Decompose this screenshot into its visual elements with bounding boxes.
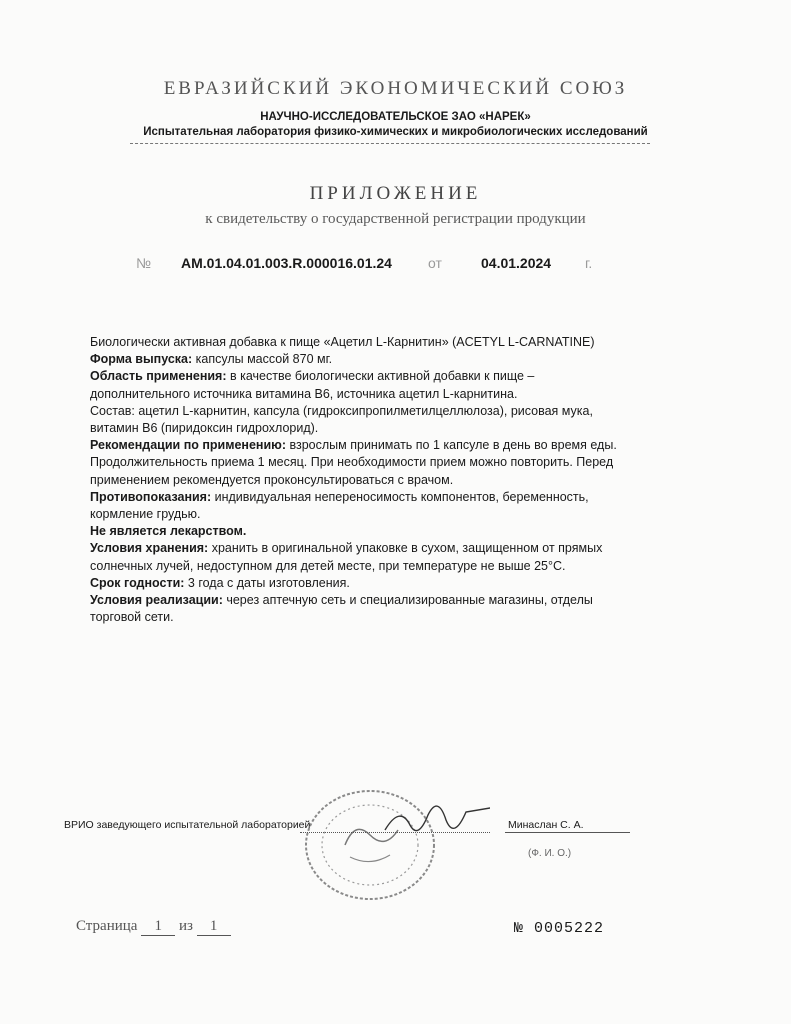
contraindications (90, 489, 620, 523)
header-divider (130, 143, 650, 144)
signatory-title: ВРИО заведующего испытательной лабораторией (64, 819, 311, 831)
storage-conditions-value: хранить в оригинальной упаковке в сухом, защищенном от прямых солнечных лучей, недоступном для детей месте, при температуре не выше 25°С. (90, 541, 603, 573)
document-title: ПРИЛОЖЕНИЕ (309, 183, 482, 204)
from-label: от (428, 255, 442, 271)
serial-sign: № (514, 920, 525, 937)
application-scope (90, 368, 620, 402)
form-serial-number (514, 920, 604, 937)
usage-recommendations-value: взрослым принимать по 1 капсуле в день во время еды. Продолжительность приема 1 месяц. При необходимости прием можно повторить. Перед применением рекомендуется проконсультироваться с врачом. (90, 438, 617, 487)
union-heading: ЕВРАЗИЙСКИЙ ЭКОНОМИЧЕСКИЙ СОЮЗ (163, 78, 628, 99)
laboratory-name: Испытательная лаборатория физико-химических и микробиологических исследований (143, 126, 648, 138)
application-scope-label: Область применения: (90, 369, 227, 384)
registration-number: AM.01.04.01.003.R.000016.01.24 (181, 255, 392, 271)
page-of-label: из (178, 918, 193, 934)
product-name: Биологически активная добавка к пище «Ацетил L-Карнитин» (ACETYL L-CARNATINE) (90, 335, 595, 349)
storage-conditions-label: Условия хранения: (90, 541, 209, 556)
page-number: 1 (141, 918, 175, 936)
handwritten-signature (380, 800, 490, 840)
name-underline (505, 832, 630, 833)
fio-caption: (Ф. И. О.) (528, 848, 572, 859)
organization-name: НАУЧНО-ИССЛЕДОВАТЕЛЬСКОЕ ЗАО «НАРЕК» (260, 111, 531, 123)
registration-date: 04.01.2024 (481, 255, 552, 271)
release-form (90, 351, 620, 368)
number-sign: № (136, 255, 152, 271)
shelf-life-label: Срок годности: (90, 575, 185, 590)
page-counter (76, 918, 231, 936)
composition: Состав: ацетил L-карнитин, капсула (гидроксипропилметилцеллюлоза), рисовая мука, витамин В6 (пиридоксин гидрохлорид). (90, 403, 593, 436)
sale-conditions-value: через аптечную сеть и специализированные магазины, отделы торговой сети. (90, 593, 593, 625)
signatory-name: Минаслан С. А. (508, 819, 584, 831)
release-form-value: капсулы массой 870 мг. (192, 352, 333, 367)
sale-conditions-label: Условия реализации: (90, 593, 223, 608)
contraindications-label: Противопоказания: (90, 489, 212, 504)
sale-conditions (90, 592, 620, 626)
shelf-life-value: 3 года с даты изготовления. (184, 575, 350, 590)
not-a-drug-note: Не является лекарством. (90, 524, 247, 539)
serial-value: 0005222 (534, 920, 605, 937)
contraindications-value: индивидуальная непереносимость компонентов, беременность, кормление грудью. (90, 489, 589, 522)
year-suffix: г. (585, 255, 593, 271)
document-subtitle: к свидетельству о государственной регистрации продукции (205, 211, 586, 227)
usage-recommendations-label: Рекомендации по применению: (90, 438, 287, 453)
page-label: Страница (76, 918, 138, 934)
application-scope-value: в качестве биологически активной добавки к пище – дополнительного источника витамина В6, источника ацетил L-карнитина. (90, 369, 535, 401)
storage-conditions (90, 540, 620, 574)
shelf-life (90, 575, 620, 592)
document-body (90, 334, 620, 626)
release-form-label: Форма выпуска: (90, 352, 193, 367)
page-total: 1 (197, 918, 231, 936)
usage-recommendations (90, 437, 620, 489)
